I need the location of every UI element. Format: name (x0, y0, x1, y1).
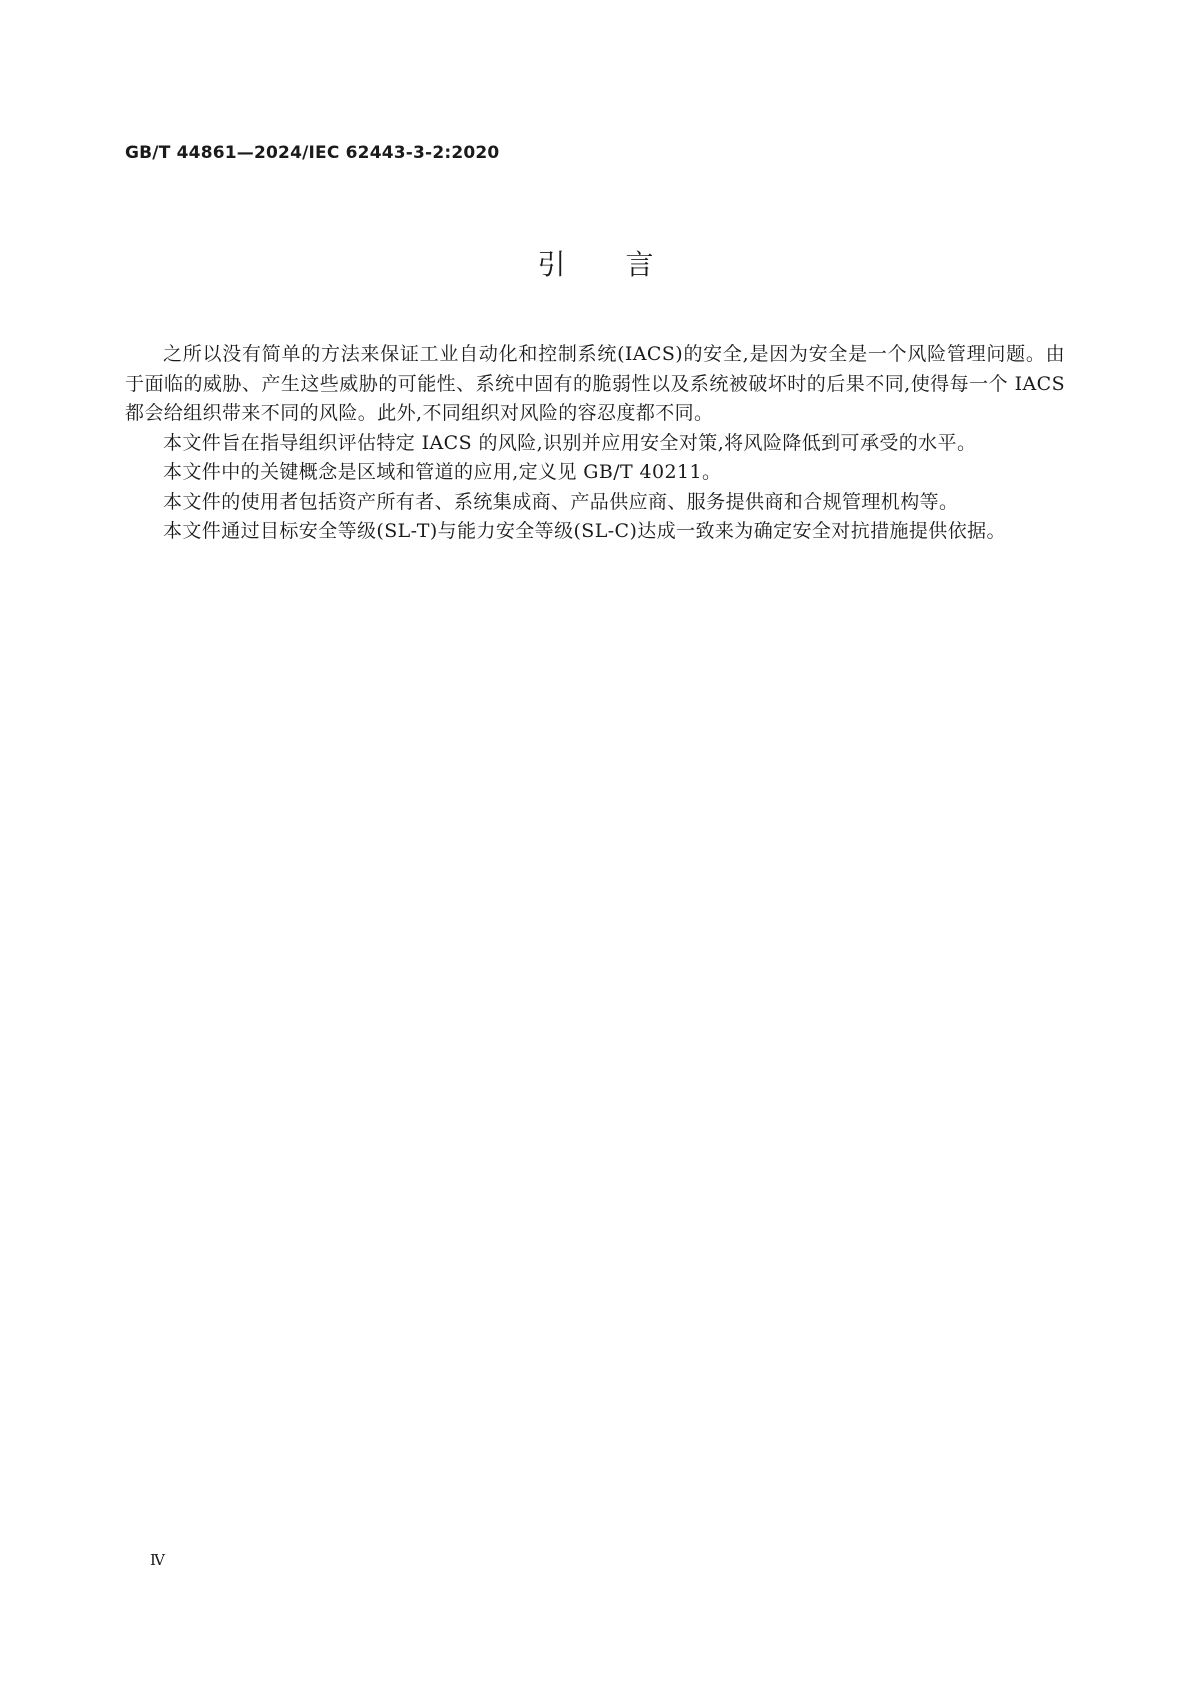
paragraph-2: 本文件旨在指导组织评估特定 IACS 的风险,识别并应用安全对策,将风险降低到可承受的水平。 (163, 431, 977, 454)
paragraph-1: 之所以没有简单的方法来保证工业自动化和控制系统(IACS)的安全,是因为安全是一个风险管理问题。由于面临的威胁、产生这些威胁的可能性、系统中固有的脆弱性以及系统被破坏时的后果不同,使得每一个 IACS 都会给组织带来不同的风险。此外,不同组织对风险的容忍度都不同。 (125, 343, 1065, 424)
paragraph-3: 本文件中的关键概念是区域和管道的应用,定义见 GB/T 40211。 (163, 461, 722, 483)
section-title: 引言 (537, 248, 714, 281)
standard-number-header: GB/T 44861—2024/IEC 62443-3-2:2020 (125, 143, 500, 163)
introduction-body (125, 340, 1065, 547)
page-number: Ⅳ (150, 1551, 165, 1569)
paragraph-5: 本文件通过目标安全等级(SL-T)与能力安全等级(SL-C)达成一致来为确定安全对抗措施提供依据。 (163, 520, 1006, 542)
paragraph-4: 本文件的使用者包括资产所有者、系统集成商、产品供应商、服务提供商和合规管理机构等。 (163, 490, 959, 513)
